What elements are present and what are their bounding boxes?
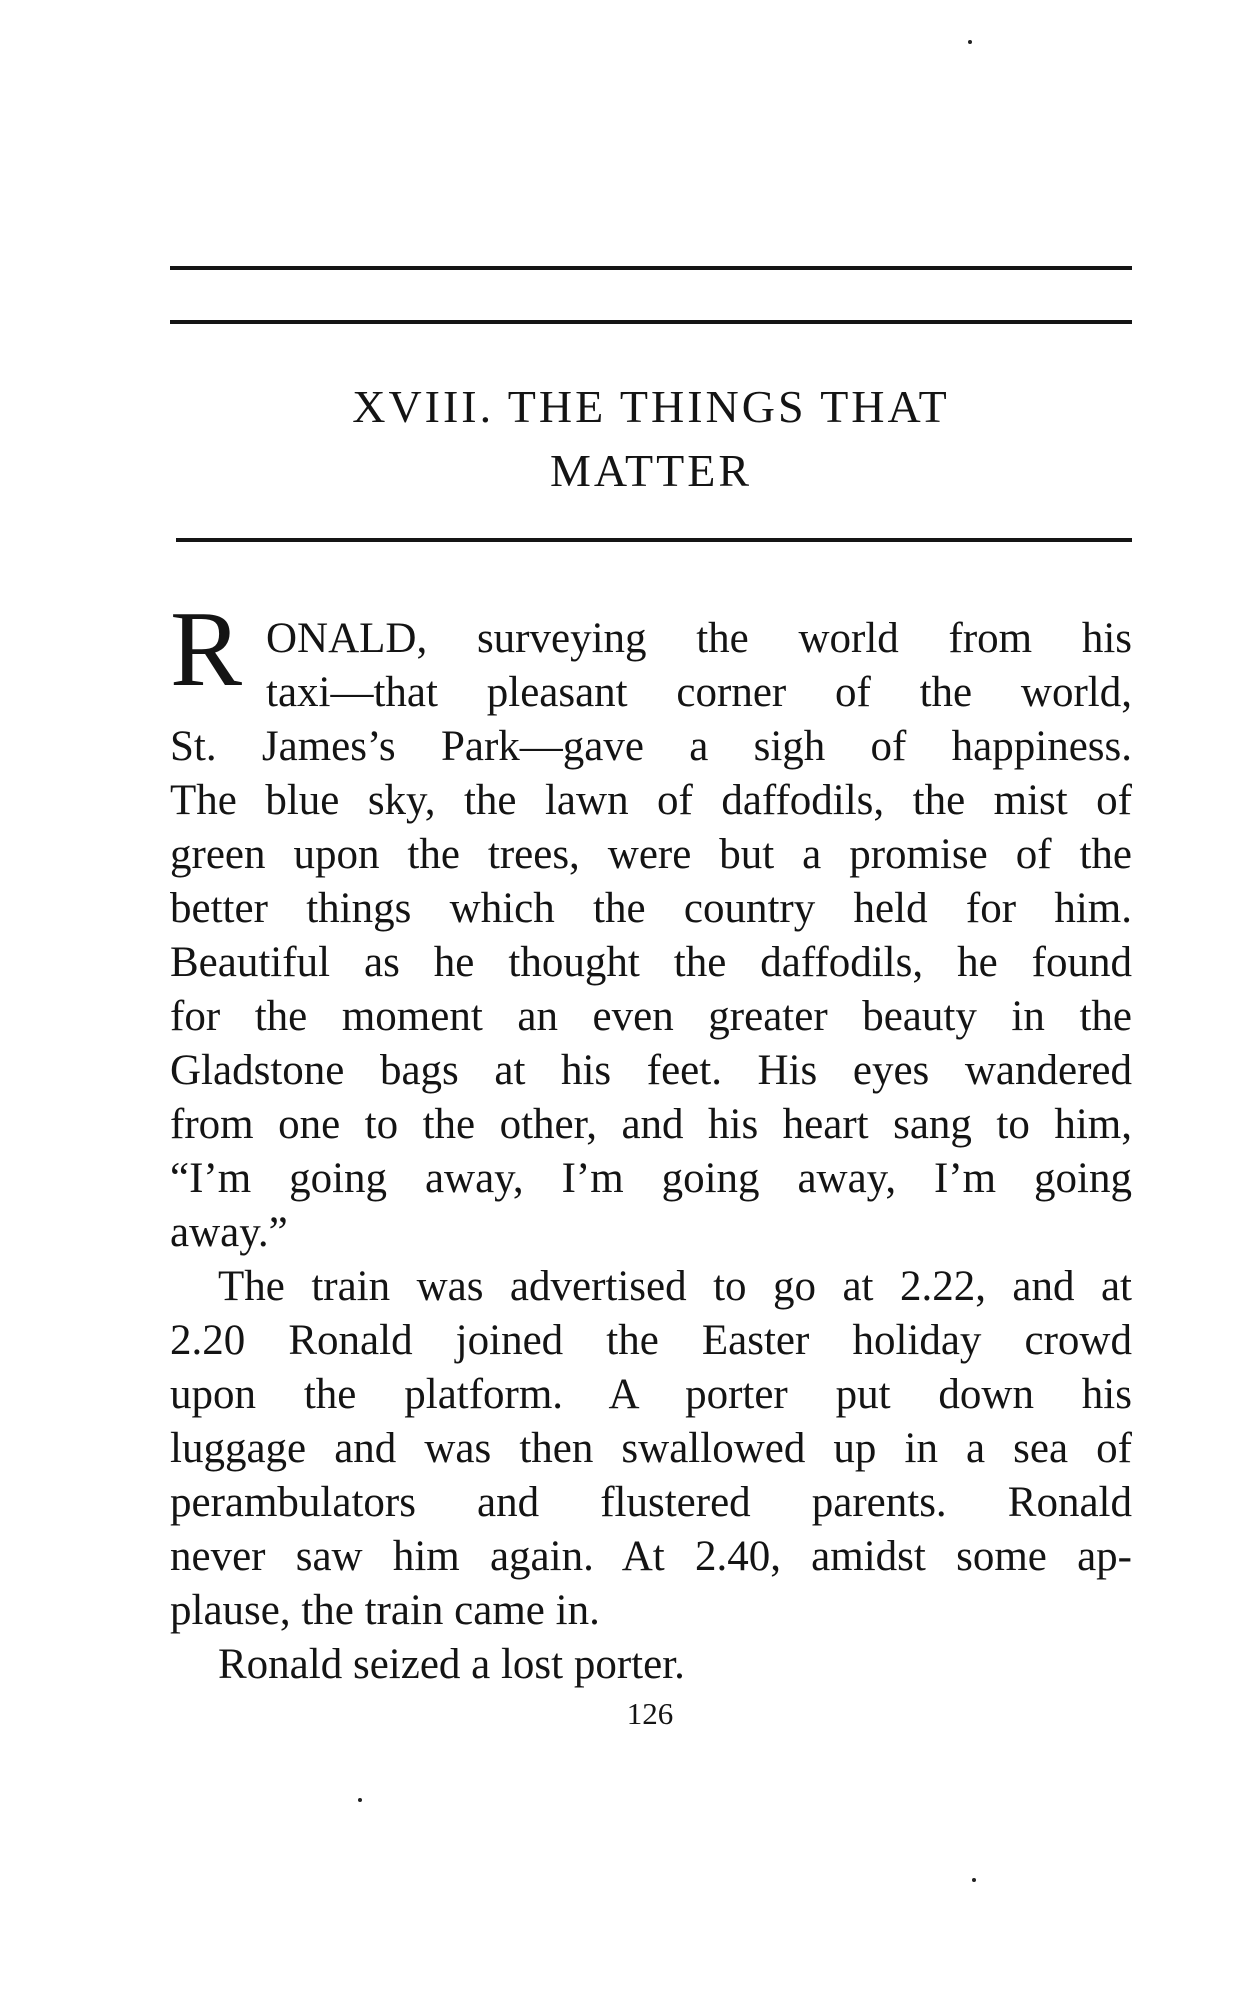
text-line: Gladstone bags at his feet. His eyes wandered bbox=[170, 1047, 1132, 1094]
second-rule bbox=[170, 320, 1132, 324]
title-underline-rule bbox=[176, 538, 1132, 542]
text-line: never saw him again. At 2.40, amidst some ap- bbox=[170, 1533, 1132, 1580]
text-line: St. James’s Park—gave a sigh of happiness. bbox=[170, 723, 1132, 770]
text-line: taxi—that pleasant corner of the world, bbox=[266, 669, 1132, 716]
chapter-title-line-1: XVIII. THE THINGS THAT bbox=[352, 381, 950, 432]
text-line: away.” bbox=[170, 1209, 288, 1256]
text-line: luggage and was then swallowed up in a sea of bbox=[170, 1425, 1132, 1472]
text-line: upon the platform. A porter put down his bbox=[170, 1371, 1132, 1418]
top-rule bbox=[170, 266, 1132, 270]
text-line: 2.20 Ronald joined the Easter holiday crowd bbox=[170, 1317, 1132, 1364]
chapter-title bbox=[170, 375, 1132, 503]
paper-speck bbox=[972, 1878, 976, 1882]
text-line: The train was advertised to go at 2.22, and at bbox=[218, 1263, 1132, 1310]
drop-cap: R bbox=[170, 590, 243, 709]
chapter-title-line-2: MATTER bbox=[550, 445, 752, 496]
page-number: 126 bbox=[626, 1696, 674, 1731]
text-line: The blue sky, the lawn of daffodils, the mist of bbox=[170, 777, 1132, 824]
text-line: from one to the other, and his heart sang to him, bbox=[170, 1101, 1132, 1148]
text-line: perambulators and flustered parents. Ronald bbox=[170, 1479, 1132, 1526]
paper-speck bbox=[358, 1798, 362, 1802]
text-line: green upon the trees, were but a promise of the bbox=[170, 831, 1132, 878]
paper-speck bbox=[968, 40, 972, 44]
text-line: for the moment an even greater beauty in the bbox=[170, 993, 1132, 1040]
text-line: Ronald seized a lost porter. bbox=[218, 1641, 685, 1688]
text-line: ONALD, surveying the world from his bbox=[266, 615, 1132, 662]
text-line: better things which the country held for him. bbox=[170, 885, 1132, 932]
text-line: plause, the train came in. bbox=[170, 1587, 600, 1634]
text-line: Beautiful as he thought the daffodils, he found bbox=[170, 939, 1132, 986]
text-line: “I’m going away, I’m going away, I’m going bbox=[170, 1155, 1132, 1202]
